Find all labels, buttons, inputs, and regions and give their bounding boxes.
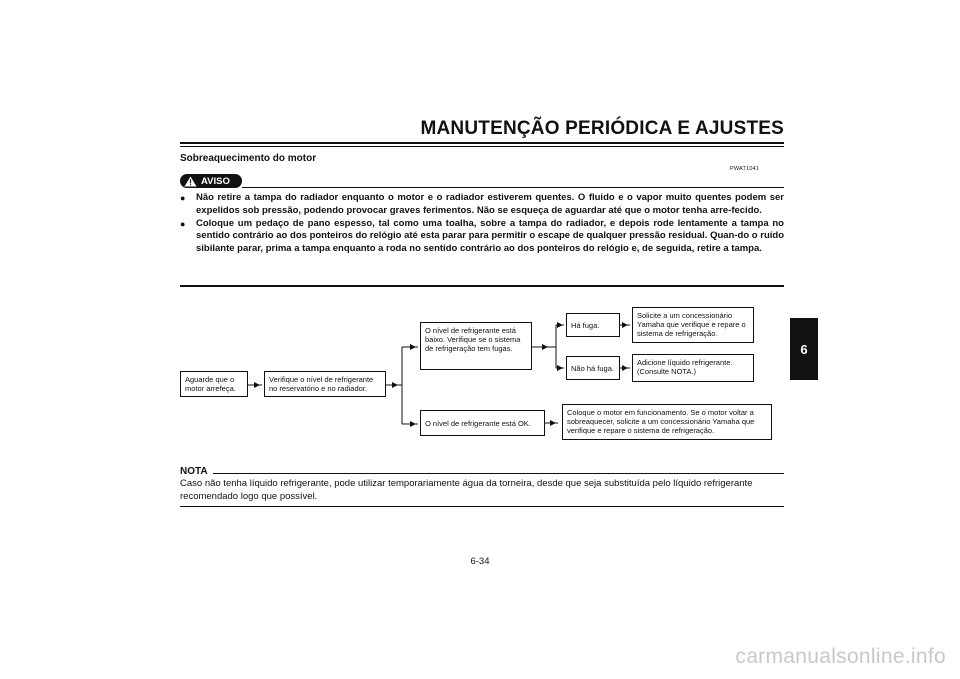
watermark: carmanualsonline.info — [735, 645, 946, 668]
flow-box-level-ok: O nível de refrigerante está OK. — [420, 410, 545, 436]
note-end-rule — [180, 506, 784, 507]
flow-box-check-level: Verifique o nível de refrigerante no reservatório e no radiador. — [264, 371, 386, 397]
section-heading: Sobreaquecimento do motor — [180, 153, 317, 164]
bullet-icon: ● — [180, 193, 186, 203]
flow-box-wait: Aguarde que o motor arrefeça. — [180, 371, 248, 397]
note-text: Caso não tenha líquido refrigerante, pode utilizar temporariamente água da torneira, desde que seja substituída pelo líquido refrigerante recomendado logo que possível. — [180, 478, 753, 502]
page-title: MANUTENÇÃO PERIÓDICA E AJUSTES — [420, 118, 784, 139]
flow-box-add-coolant: Adicione líquido refrigerante. (Consulte NOTA.) — [632, 354, 754, 382]
note-rule — [213, 473, 784, 474]
flow-box-dealer-repair: Solicite a um concessionário Yamaha que verifique e repare o sistema de refrigeração. — [632, 307, 754, 343]
note-label: NOTA — [180, 466, 208, 477]
warning-item-text: Coloque um pedaço de pano espesso, tal como uma toalha, sobre a tampa do radiador, e depois rode lentamente a tampa no sentido contrário ao dos ponteiros do relógio até esta parar para permitir o escape de qualquer pressão residual. Quan-do o ruído sibilante parar, prima a tampa enquanto a roda no sentido contrário ao dos ponteiros do relógio e, de seguida, retire a tampa. — [196, 217, 784, 255]
warning-item-text: Não retire a tampa do radiador enquanto o motor e o radiador estiverem quentes. O fluido e o vapor muito quentes podem ser expelidos sob pressão, podendo provocar graves ferimentos. Não se esqueça de aguardar até que o motor tenha arre-fecido. — [196, 192, 784, 216]
chapter-tab: 6 — [790, 318, 818, 380]
page-number: 6-34 — [470, 556, 490, 567]
flow-box-level-low: O nível de refrigerante está baixo. Verifique se o sistema de refrigeração tem fugas. — [420, 322, 532, 370]
warning-label: AVISO — [201, 175, 230, 187]
flow-box-run-engine: Coloque o motor em funcionamento. Se o motor voltar a sobreaquecer, solicite a um concessionário Yamaha que verifique e repare o sistema de refrigeração. — [562, 404, 772, 440]
flow-box-no-leak: Não há fuga. — [566, 356, 620, 380]
bullet-icon: ● — [180, 218, 186, 229]
flow-box-leak: Há fuga. — [566, 313, 620, 337]
document-code: PWAT1041 — [730, 166, 760, 172]
